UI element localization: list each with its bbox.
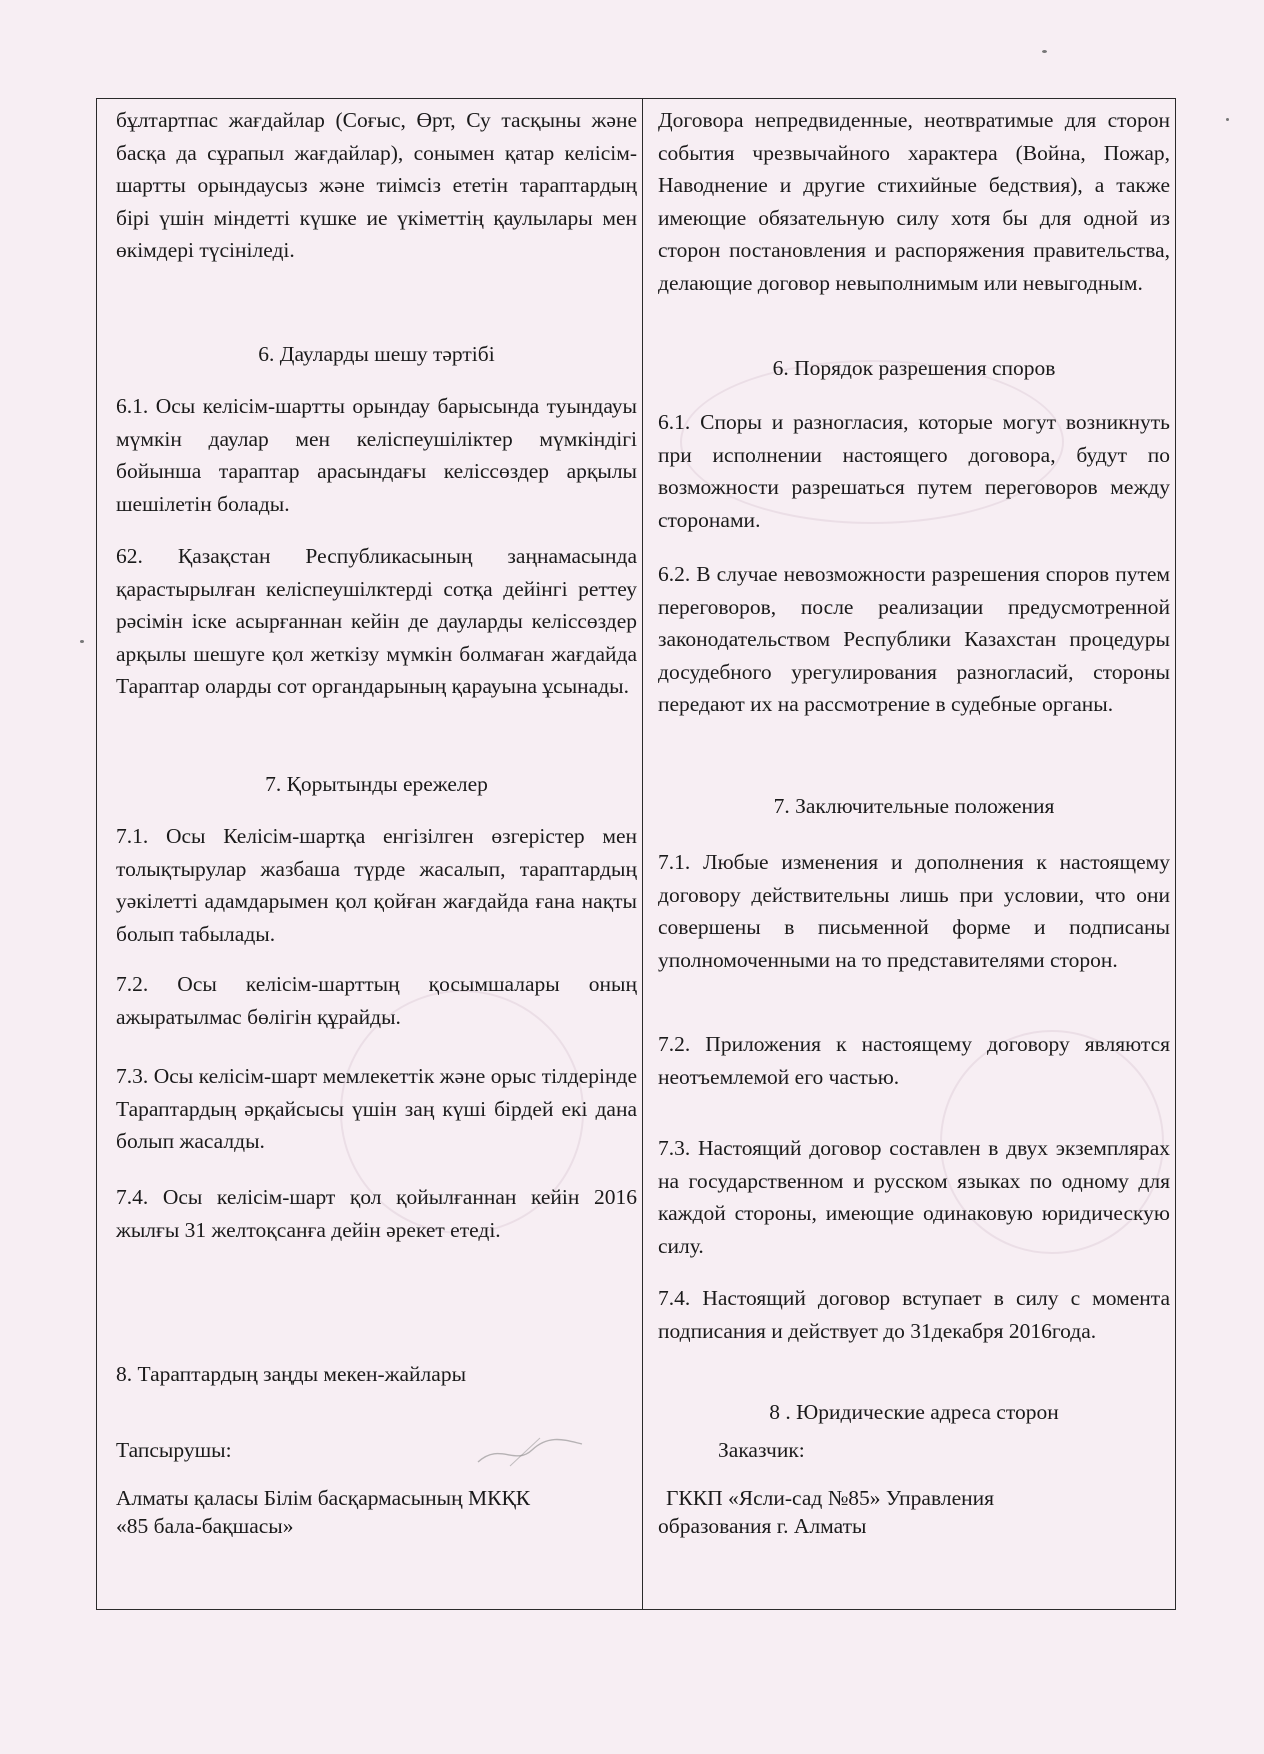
kz-clause-7-1: 7.1. Осы Келісім-шартқа енгізілген өзгерістер мен толықтырулар жазбаша түрде жасалып, тараптардың уәкілетті адамдарымен қол қойған жағдайда ғана нақты болып табылады. (116, 824, 637, 946)
kz-force-majeure-text: бұлтартпас жағдайлар (Соғыс, Өрт, Су тасқыны және басқа да сұрапыл жағдайлар), сонымен қатар келісім-шартты орындаусыз және тиімсіз ететін тараптардың бірі үшін міндетті күшке ие үкіметтің қаулылары мен өкімдері түсініледі. (116, 108, 637, 262)
kz-clause-7-2: 7.2. Осы келісім-шарттың қосымшалары оның ажыратылмас бөлігін құрайды. (116, 972, 637, 1029)
ru-client-name-line2: образования г. Алматы (658, 1514, 867, 1538)
ru-clause-7-3: 7.3. Настоящий договор составлен в двух экземплярах на государственном и русском языках по одному для каждой стороны, имеющие одинаковую юридическую силу. (658, 1136, 1170, 1258)
ru-clause-7-2: 7.2. Приложения к настоящему договору являются неотъемлемой его частью. (658, 1032, 1170, 1089)
ru-client-label: Заказчик: (718, 1438, 805, 1462)
ru-clause-7-4: 7.4. Настоящий договор вступает в силу с момента подписания и действует до 31декабря 2016года. (658, 1286, 1170, 1343)
kz-client-name-line2: «85 бала-бақшасы» (116, 1514, 294, 1538)
kz-clause-6-1: 6.1. Осы келісім-шартты орындау барысында туындауы мүмкін даулар мен келіспеушіліктер мүмкіндігі бойынша тараптар арасындағы келіссөздер арқылы шешілетін болады. (116, 394, 637, 516)
scan-speck (80, 640, 84, 643)
kz-section-7-heading: 7. Қорытынды ережелер (265, 772, 488, 796)
scan-speck (1226, 118, 1229, 121)
kz-section-6-heading: 6. Дауларды шешу тәртібі (258, 342, 495, 366)
column-divider (642, 98, 643, 1610)
ru-section-8-heading: 8 . Юридические адреса сторон (769, 1400, 1059, 1424)
kz-clause-7-4: 7.4. Осы келісім-шарт қол қойылғаннан кейін 2016 жылғы 31 желтоқсанға дейін әрекет етеді. (116, 1185, 637, 1242)
kz-clause-6-2: 62. Қазақстан Республикасының заңнамасында қарастырылған келіспеушілктерді сотқа дейінгі реттеу рәсімін іске асырғаннан кейін де дауларды келіссөздер арқылы шешуге қол жеткізу мүмкін болмаған жағдайда Тараптар оларды сот органдарының қарауына ұсынады. (116, 544, 637, 698)
signature-mark (470, 1432, 590, 1472)
ru-clause-7-1: 7.1. Любые изменения и дополнения к настоящему договору действительны лишь при условии, что они совершены в письменной форме и подписаны уполномоченными на то представителями сторон. (658, 850, 1170, 972)
ru-clause-6-1: 6.1. Споры и разногласия, которые могут возникнуть при исполнении настоящего договора, будут по возможности разрешаться путем переговоров между сторонами. (658, 410, 1170, 532)
kz-client-label: Тапсырушы: (116, 1438, 232, 1462)
kz-section-8-heading: 8. Тараптардың заңды мекен-жайлары (116, 1362, 467, 1386)
ru-section-6-heading: 6. Порядок разрешения споров (772, 356, 1056, 380)
ru-clause-6-2: 6.2. В случае невозможности разрешения споров путем переговоров, после реализации предусмотренной законодательством Республики Казахстан процедуры досудебного урегулирования разногласий, стороны передают их на рассмотрение в судебные органы. (658, 562, 1170, 716)
scan-speck (1042, 50, 1047, 53)
ru-client-name-line1: ГККП «Ясли-сад №85» Управления (666, 1486, 995, 1510)
ru-section-7-heading: 7. Заключительные положения (773, 794, 1055, 818)
kz-client-name-line1: Алматы қаласы Білім басқармасының МКҚК (116, 1486, 531, 1510)
ru-force-majeure-text: Договора непредвиденные, неотвратимые для сторон события чрезвычайного характера (Война, Пожар, Наводнение и другие стихийные бедствия), а также имеющие обязательную силу хотя бы для одной из сторон постановления и распоряжения правительства, делающие договор невыполнимым или невыгодным. (658, 108, 1170, 295)
kz-clause-7-3: 7.3. Осы келісім-шарт мемлекеттік және орыс тілдерінде Тараптардың әрқайсысы үшін заң күші бірдей екі дана болып жасалды. (116, 1064, 637, 1153)
